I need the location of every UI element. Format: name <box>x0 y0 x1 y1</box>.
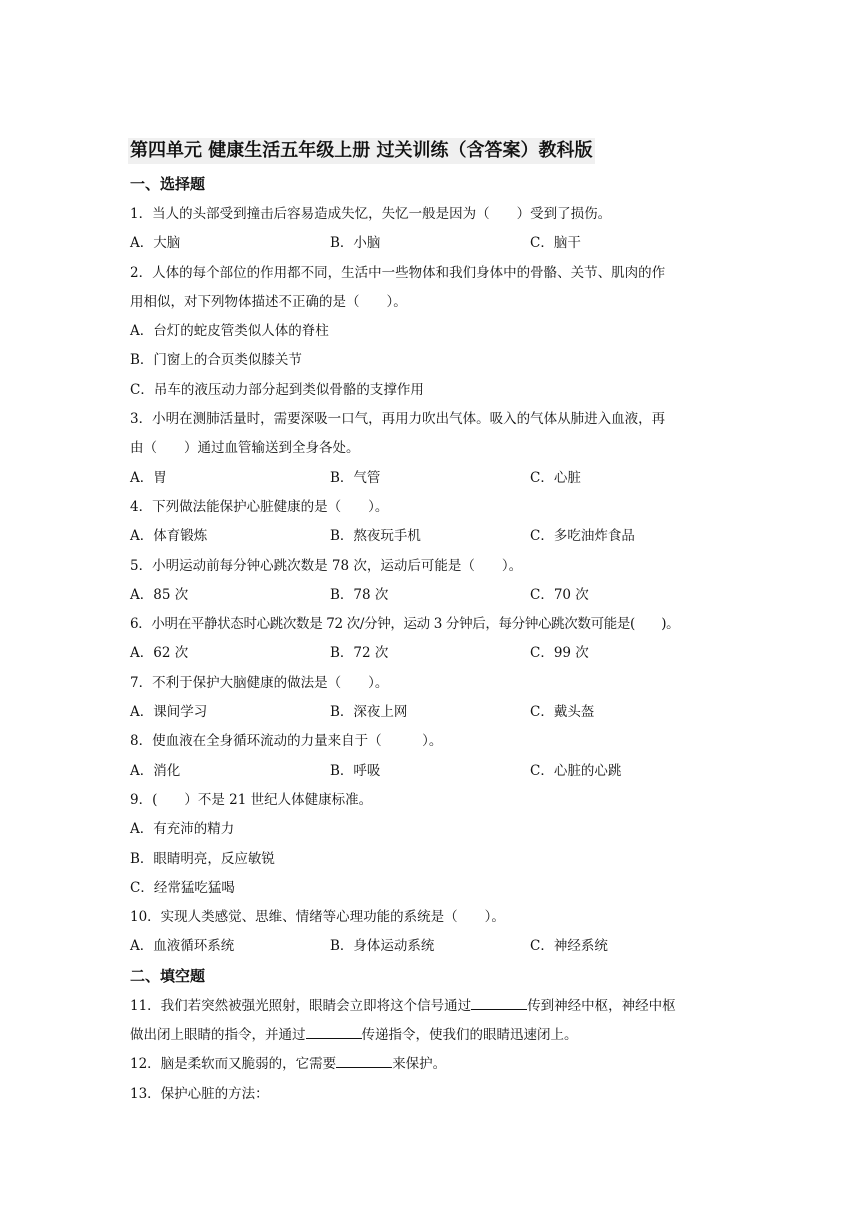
question-5: 5．小明运动前每分钟心跳次数是 78 次，运动后可能是（ ）。 <box>130 557 523 574</box>
option-b: B．78 次 <box>330 586 389 603</box>
option-c: C．经常猛吃猛喝 <box>130 879 235 896</box>
question-3-line-1: 3．小明在测肺活量时，需要深吸一口气，再用力吹出气体。吸入的气体从肺进入血液，再 <box>130 411 666 428</box>
question-13: 13．保护心脏的方法： <box>130 1085 269 1102</box>
option-a: A．课间学习 <box>130 704 208 721</box>
question-11-line-1 <box>130 992 730 1021</box>
option-c: C．99 次 <box>530 645 589 662</box>
option-b: B．眼睛明亮，反应敏锐 <box>130 850 275 867</box>
option-a: A．胃 <box>130 469 167 486</box>
worksheet-page <box>130 138 730 1109</box>
question-9: 9．( ）不是 21 世纪人体健康标准。 <box>130 791 373 808</box>
question-6: 6．小明在平静状态时心跳次数是 72 次/分钟，运动 3 分钟后，每分钟心跳次数可能是( )。 <box>130 616 680 633</box>
option-b: B．小脑 <box>330 235 381 252</box>
option-c: C．70 次 <box>530 586 589 603</box>
question-11-text: 传递指令，使我们的眼睛迅速闭上。 <box>361 1027 578 1044</box>
section-choice-heading: 一、选择题 <box>130 175 206 193</box>
question-3-options <box>130 464 730 493</box>
option-a: A．血液循环系统 <box>130 938 235 955</box>
answer-blank[interactable] <box>306 1024 362 1039</box>
question-12-text: 来保护。 <box>392 1056 447 1073</box>
question-4: 4．下列做法能保护心脏健康的是（ ）。 <box>130 498 389 515</box>
question-11-line-2 <box>130 1021 730 1050</box>
question-7-options <box>130 698 730 727</box>
option-c: C．多吃油炸食品 <box>530 528 635 545</box>
page-title: 第四单元 健康生活五年级上册 过关训练（含答案）教科版 <box>128 138 595 164</box>
question-8: 8．使血液在全身循环流动的力量来自于（ ）。 <box>130 733 443 750</box>
option-b: B．深夜上网 <box>330 704 408 721</box>
answer-blank[interactable] <box>336 1053 392 1068</box>
question-2-line-2: 用相似，对下列物体描述不正确的是（ ）。 <box>130 293 407 310</box>
option-a: A．有充沛的精力 <box>130 821 235 838</box>
question-5-options <box>130 581 730 610</box>
question-3-line-2: 由（ ）通过血管输送到全身各处。 <box>130 440 360 457</box>
option-b: B．身体运动系统 <box>330 938 435 955</box>
option-b: B．气管 <box>330 469 381 486</box>
option-b: B．熬夜玩手机 <box>330 528 421 545</box>
question-11-text: 11．我们若突然被强光照射，眼睛会立即将这个信号通过 <box>130 997 472 1014</box>
option-b: B．呼吸 <box>330 762 381 779</box>
option-c: C．脑干 <box>530 235 581 252</box>
question-1: 1．当人的头部受到撞击后容易造成失忆，失忆一般是因为（ ）受到了损伤。 <box>130 206 612 222</box>
question-11-text: 传到神经中枢，神经中枢 <box>527 997 676 1014</box>
question-10-options <box>130 932 730 961</box>
option-a: A．消化 <box>130 762 181 779</box>
option-c: C．心脏的心跳 <box>530 762 622 779</box>
option-a: A．62 次 <box>130 645 189 662</box>
option-b: B．门窗上的合页类似膝关节 <box>130 352 302 369</box>
question-8-options <box>130 757 730 786</box>
option-c: C．戴头盔 <box>530 704 595 721</box>
option-a: A．85 次 <box>130 586 189 603</box>
option-c: C．心脏 <box>530 469 581 486</box>
option-a: A．体育锻炼 <box>130 528 208 545</box>
option-a: A．大脑 <box>130 235 181 252</box>
option-a: A．台灯的蛇皮管类似人体的脊柱 <box>130 323 329 340</box>
question-4-options <box>130 522 730 551</box>
question-11-text: 做出闭上眼睛的指令，并通过 <box>130 1027 306 1044</box>
option-c: C．吊车的液压动力部分起到类似骨骼的支撑作用 <box>130 381 424 398</box>
question-2-line-1: 2．人体的每个部位的作用都不同，生活中一些物体和我们身体中的骨骼、关节、肌肉的作 <box>130 264 666 281</box>
question-1-options <box>130 229 730 258</box>
question-7: 7．不利于保护大脑健康的做法是（ ）。 <box>130 674 389 691</box>
section-fill-heading: 二、填空题 <box>130 966 206 985</box>
question-6-options <box>130 639 730 668</box>
question-10: 10．实现人类感觉、思维、情绪等心理功能的系统是（ ）。 <box>130 909 505 926</box>
answer-blank[interactable] <box>471 995 527 1010</box>
option-c: C．神经系统 <box>530 938 608 955</box>
question-12 <box>130 1050 730 1079</box>
question-12-text: 12．脑是柔软而又脆弱的，它需要 <box>130 1056 337 1073</box>
option-b: B．72 次 <box>330 645 389 662</box>
